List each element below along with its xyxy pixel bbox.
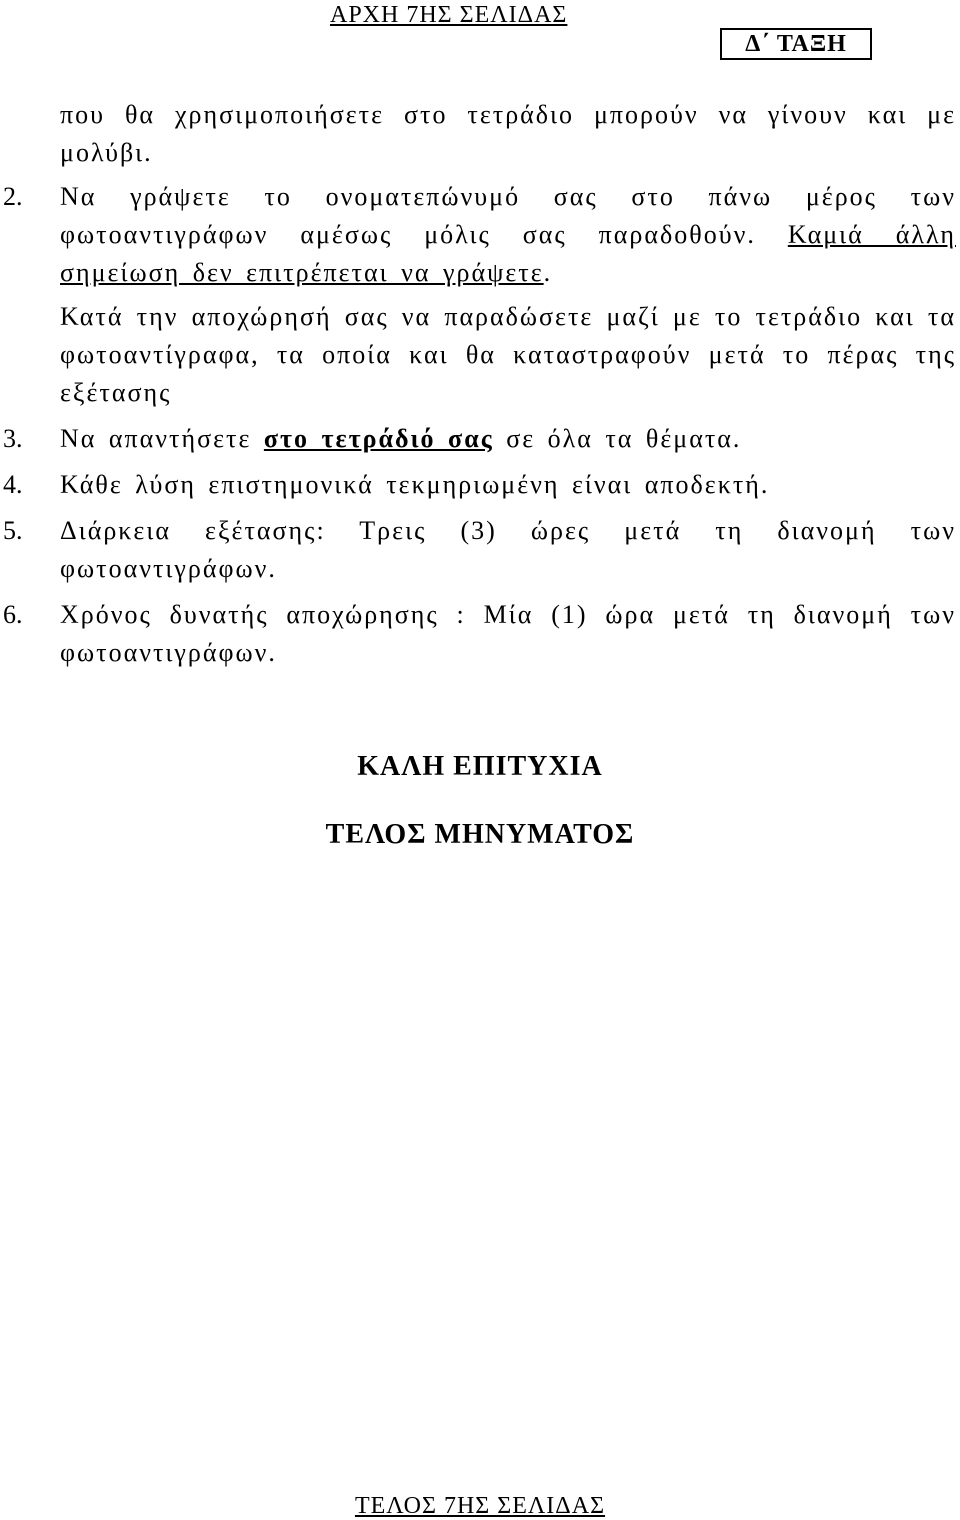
item-3-text-a: Να απαντήσετε xyxy=(60,424,264,453)
item-3-emphasis: στο τετράδιό σας xyxy=(263,424,494,453)
page-end-footer: ΤΕΛΟΣ 7ΗΣ ΣΕΛΙΔΑΣ xyxy=(354,1493,606,1519)
item-2-text-a: Να γράψετε το ονοματεπώνυμό σας στο πάνω μέρος των φωτοαντιγράφων αμέσως μόλις σας παραδοθούν. xyxy=(60,182,956,249)
item-3-text xyxy=(60,420,956,458)
item-3-text-b: σε όλα τα θέματα. xyxy=(493,424,742,453)
continuation-paragraph: που θα χρησιμοποιήσετε στο τετράδιο μπορούν να γίνουν και με μολύβι. xyxy=(60,100,956,167)
item-2-text-end: . xyxy=(543,258,553,287)
item-number: 3. xyxy=(3,424,23,453)
instruction-item-4 xyxy=(3,466,956,504)
end-of-message-heading: ΤΕΛΟΣ ΜΗΝΥΜΑΤΟΣ xyxy=(325,819,635,850)
class-label-box: Δ΄ ΤΑΞΗ xyxy=(720,28,872,60)
item-6-text: Χρόνος δυνατής αποχώρησης : Μία (1) ώρα μετά τη διανομή των φωτοαντιγράφων. xyxy=(60,600,956,667)
item-2-text-b: Κατά την αποχώρησή σας να παραδώσετε μαζί με το τετράδιο και τα φωτοαντίγραφα, τα οποία και θα καταστραφούν μετά το πέρας της εξέτασης xyxy=(60,302,956,407)
item-number: 4. xyxy=(3,470,23,499)
instruction-item-2 xyxy=(3,178,956,412)
page-start-header: ΑΡΧΗ 7ΗΣ ΣΕΛΙΔΑΣ xyxy=(330,2,568,28)
item-number: 2. xyxy=(3,182,23,211)
instruction-item-5 xyxy=(3,512,956,588)
instruction-item-6 xyxy=(3,596,956,672)
item-2-underlined-note: Καμιά άλλη σημείωση δεν επιτρέπεται να γράψετε xyxy=(60,220,956,287)
instructions-body xyxy=(3,96,956,672)
item-number: 6. xyxy=(3,600,23,629)
item-2-text xyxy=(60,178,956,292)
item-5-text: Διάρκεια εξέτασης: Τρεις (3) ώρες μετά τη διανομή των φωτοαντιγράφων. xyxy=(60,516,956,583)
instruction-item-3 xyxy=(3,420,956,458)
item-number: 5. xyxy=(3,516,23,545)
item-4-text: Κάθε λύση επιστημονικά τεκμηριωμένη είναι αποδεκτή. xyxy=(60,470,770,499)
good-luck-heading: ΚΑΛΗ ΕΠΙΤΥΧΙΑ xyxy=(357,751,603,782)
